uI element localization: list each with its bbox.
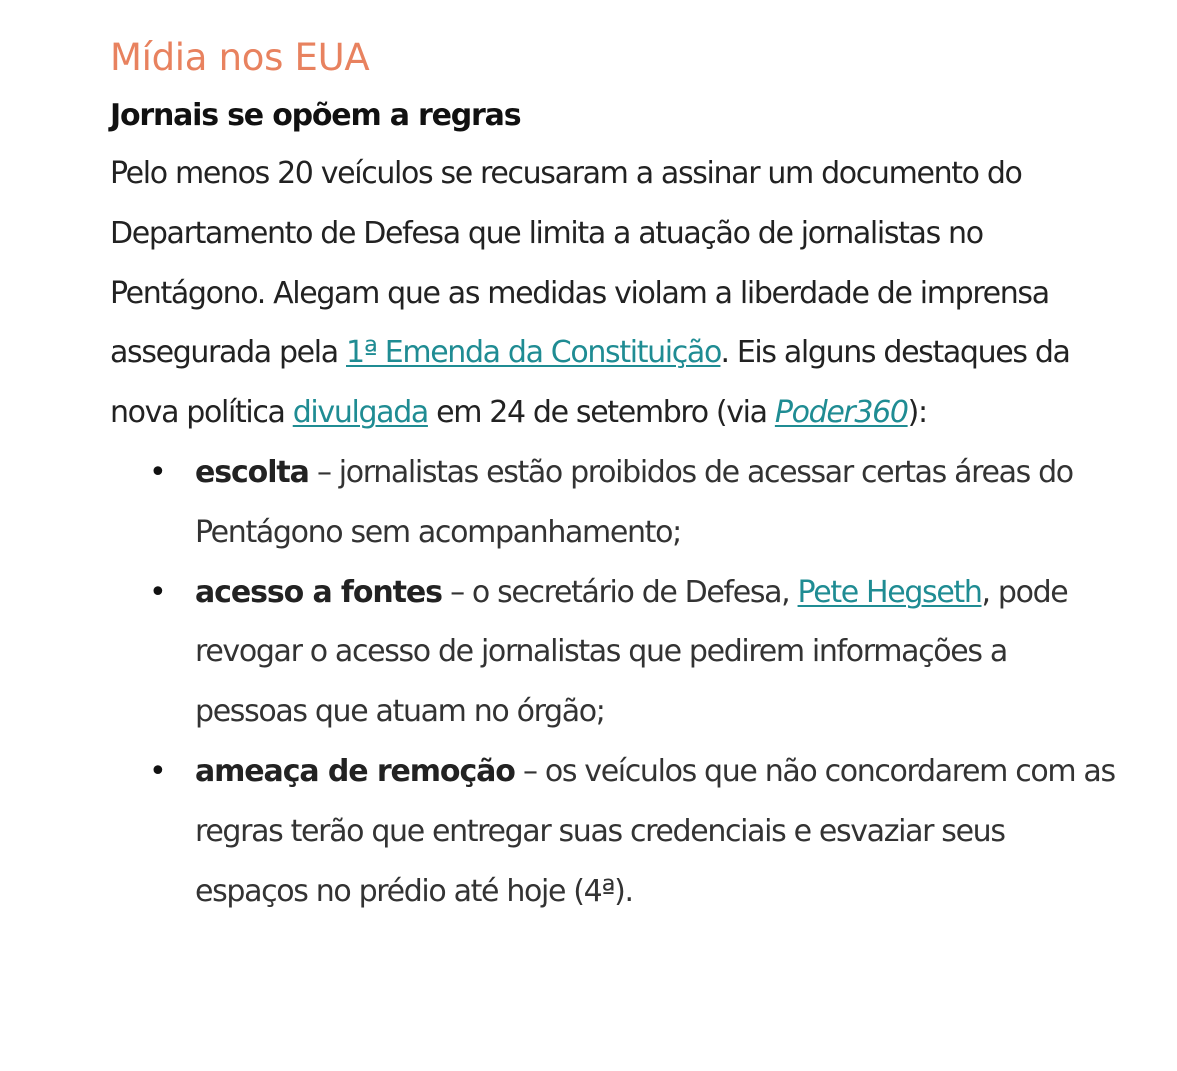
list-item-term: acesso a fontes — [195, 574, 442, 610]
list-item-term: escolta — [195, 454, 309, 490]
section-kicker: Mídia nos EUA — [110, 36, 370, 79]
list-item-term: ameaça de remoção — [195, 753, 515, 789]
article — [110, 28, 1120, 921]
amendment-link[interactable]: 1ª Emenda da Constituição — [346, 335, 721, 371]
list-item-escort — [149, 443, 1120, 563]
intro-text-2: . Eis alguns destaques da nova política — [110, 335, 1070, 431]
list-item-removal-threat — [149, 742, 1120, 921]
intro-paragraph — [110, 144, 1120, 443]
source-link[interactable]: Poder360 — [774, 395, 908, 431]
bullet-marker: • — [149, 753, 166, 789]
bullet-marker: • — [149, 454, 166, 490]
bullet-marker: • — [149, 574, 166, 610]
list-item-text: – o secretário de Defesa, — [441, 574, 798, 610]
list-item-text: – os veículos que não concordarem com as regras terão que entregar suas credenciais e esvaziar seus espaços no prédio até hoje (4ª). — [195, 753, 1115, 909]
list-item-text: , pode revogar o acesso de jornalistas que pedirem informações a pessoas que atuam no órgão; — [195, 574, 1068, 730]
intro-text-3: em 24 de setembro (via — [427, 395, 775, 431]
headline: Jornais se opõem a regras — [110, 98, 521, 133]
list-item-text: – jornalistas estão proibidos de acessar certas áreas do Pentágono sem acompanhamento; — [195, 454, 1073, 550]
published-link[interactable]: divulgada — [292, 395, 428, 431]
highlights-list — [110, 443, 1120, 921]
list-item-source-access — [149, 563, 1120, 742]
intro-text-4: ): — [907, 395, 927, 431]
intro-text-1: Pelo menos 20 veículos se recusaram a assinar um documento do Departamento de Defesa que limita a atuação de jornalistas no Pentágono. Alegam que as medidas violam a liberdade de imprensa assegurada pela — [110, 156, 1049, 371]
person-link[interactable]: Pete Hegseth — [797, 574, 982, 610]
